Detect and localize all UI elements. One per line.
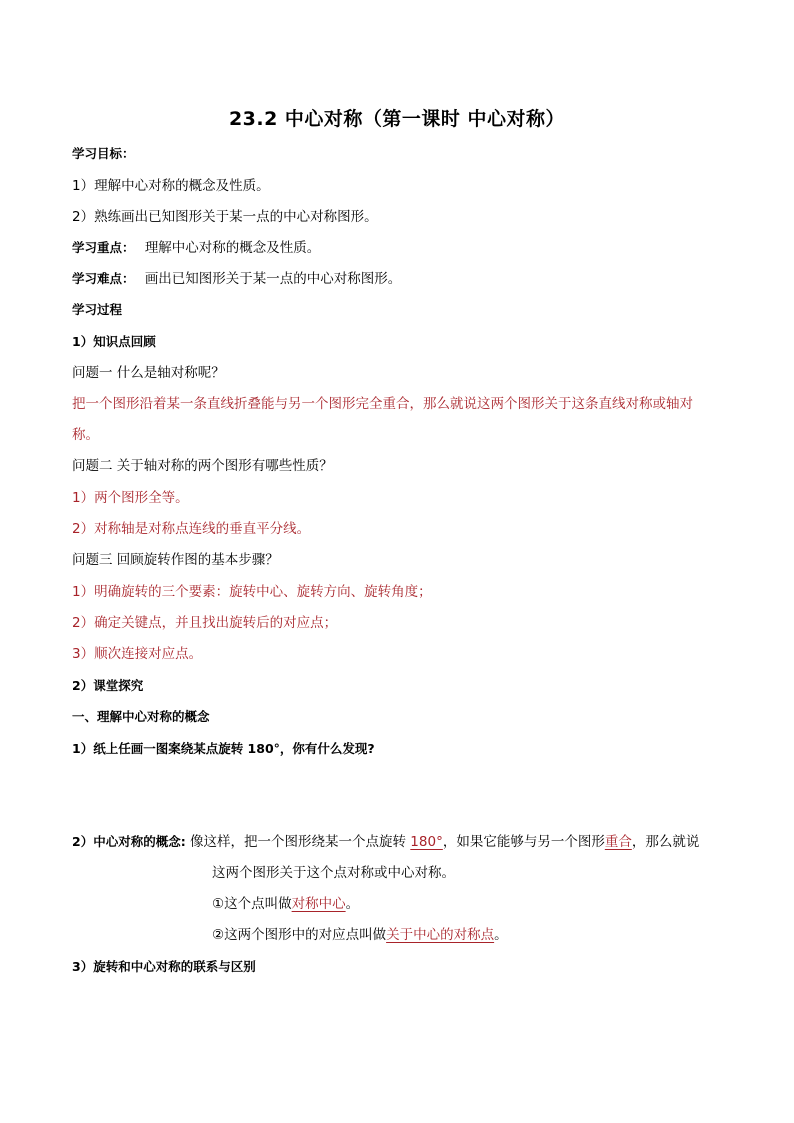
concept-points — [212, 926, 508, 944]
answer-3-item-2: 2）确定关键点，并且找出旋转后的对应点； — [72, 615, 338, 631]
goals-heading: 学习目标： — [72, 146, 135, 161]
blank-symmetry-center: 对称中心 — [291, 896, 346, 912]
blank-symmetric-points: 关于中心的对称点 — [386, 927, 495, 943]
explore-heading: 2）课堂探究 — [72, 678, 144, 693]
concept-line-2: 这两个图形关于这个点对称或中心对称。 — [212, 865, 455, 881]
difficult-label: 学习难点： — [72, 271, 135, 286]
goal-1: 1）理解中心对称的概念及性质。 — [72, 178, 270, 194]
question-3: 问题三 回顾旋转作图的基本步骤？ — [72, 552, 279, 568]
page-title: 23.2 中心对称（第一课时 中心对称） — [228, 108, 566, 130]
question-1: 问题一 什么是轴对称呢？ — [72, 365, 225, 381]
answer-3-item-1: 1）明确旋转的三个要素：旋转中心、旋转方向、旋转角度； — [72, 584, 432, 600]
concept-center — [212, 895, 359, 913]
concept-part-2: ，如果它能够与另一个图形 — [442, 834, 605, 850]
difficult-points — [72, 270, 401, 288]
process-heading: 学习过程 — [72, 302, 123, 317]
blank-coincide: 重合 — [604, 834, 632, 850]
points-suffix: 。 — [494, 927, 508, 943]
blank-180-degrees: 180° — [410, 834, 443, 850]
section-1-heading: 一、理解中心对称的概念 — [72, 709, 210, 724]
answer-2-item-2: 2）对称轴是对称点连线的垂直平分线。 — [72, 521, 311, 537]
review-heading: 1）知识点回顾 — [72, 334, 156, 349]
center-suffix: 。 — [345, 896, 360, 912]
key-points — [72, 239, 320, 257]
answer-3-item-3: 3）顺次连接对应点。 — [72, 646, 203, 662]
explore-item-1: 1）纸上任画一图案绕某点旋转 180°，你有什么发现? — [72, 741, 375, 756]
explore-item-3: 3）旋转和中心对称的联系与区别 — [72, 959, 256, 974]
answer-2-item-1: 1）两个图形全等。 — [72, 490, 189, 506]
center-prefix: ①这个点叫做 — [212, 896, 292, 912]
goal-2: 2）熟练画出已知图形关于某一点的中心对称图形。 — [72, 209, 378, 225]
answer-1-line-1: 把一个图形沿着某一条直线折叠能与另一个图形完全重合，那么就说这两个图形关于这条直线对称或轴对 — [72, 396, 693, 412]
answer-1-line-2: 称。 — [72, 427, 99, 443]
concept-part-1: 像这样，把一个图形绕某一个点旋转 — [185, 834, 411, 850]
concept-part-3: ，那么就说 — [631, 834, 700, 850]
concept-definition — [72, 833, 699, 851]
concept-label: 2）中心对称的概念: — [72, 834, 186, 849]
key-text: 理解中心对称的概念及性质。 — [144, 240, 321, 256]
question-2: 问题二 关于轴对称的两个图形有哪些性质？ — [72, 458, 333, 474]
key-label: 学习重点： — [72, 240, 135, 255]
difficult-text: 画出已知图形关于某一点的中心对称图形。 — [144, 271, 402, 287]
points-prefix: ②这两个图形中的对应点叫做 — [212, 927, 387, 943]
